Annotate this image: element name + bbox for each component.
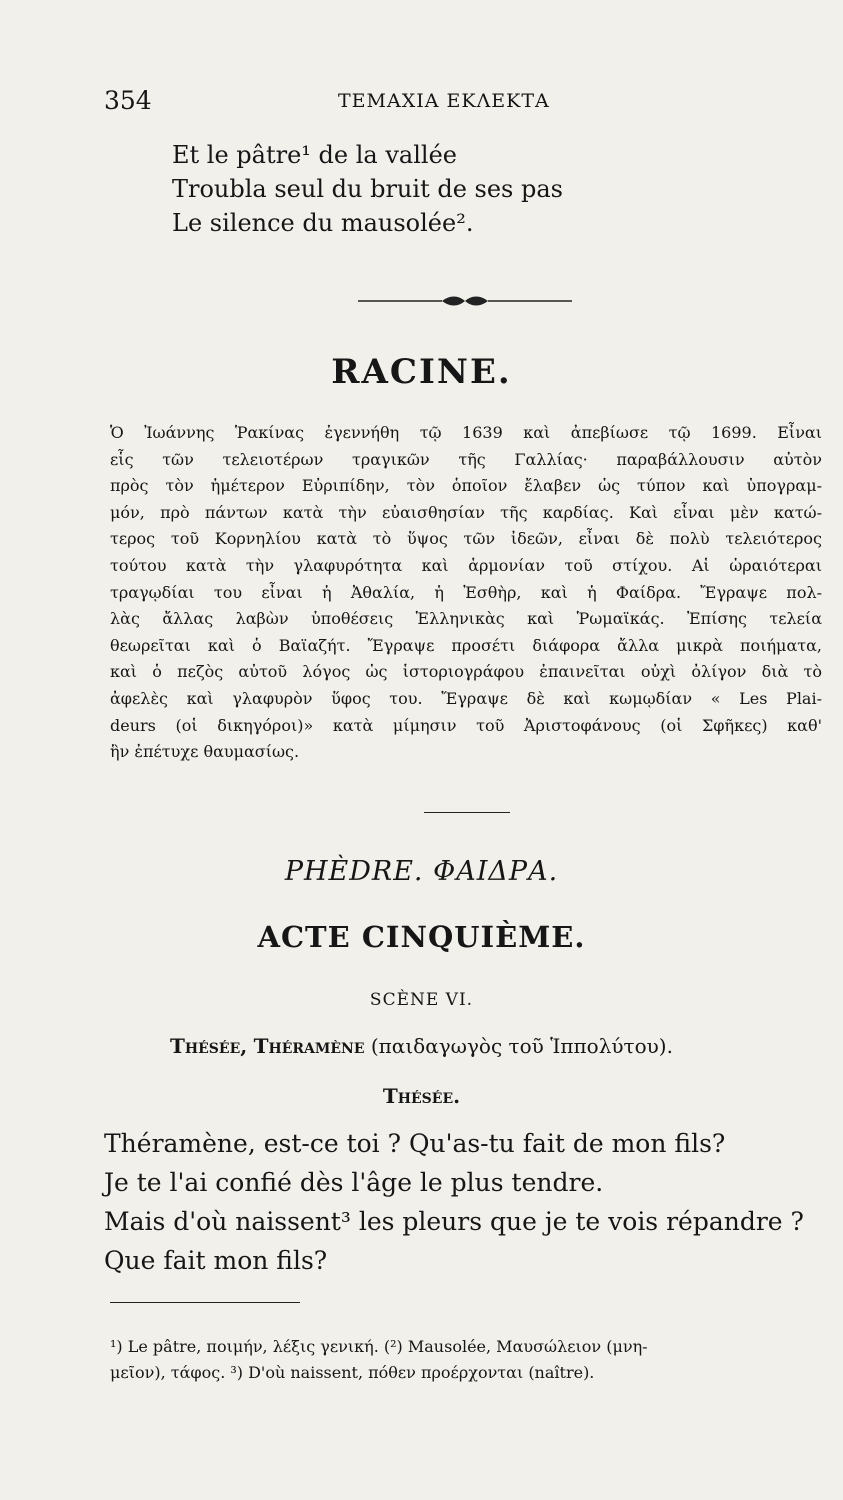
biography-line: τούτου κατὰ τὴν γλαφυρότητα καὶ ἁρμονίαν τοῦ στίχου. Αἱ ὡραιότεραι xyxy=(110,555,822,575)
footnote-line: μεῖον), τάφος. ³) D'où naissent, πόθεν προέρχονται (naître). xyxy=(110,1363,595,1382)
poem-line: Le silence du mausolée². xyxy=(172,209,474,237)
biography-line: θεωρεῖται καὶ ὁ Βαϊαζήτ. Ἔγραψε προσέτι διάφορα ἄλλα μικρὰ ποιήματα, xyxy=(110,635,822,655)
biography-line: πρὸς τὸν ἡμέτερον Εὐριπίδην, τὸν ὁποῖον ἔλαβεν ὡς τύπον καὶ ὑπογραμ- xyxy=(110,476,822,496)
footnotes xyxy=(110,1334,822,1386)
poem-line: Et le pâtre¹ de la vallée xyxy=(172,141,457,169)
page-header xyxy=(104,86,624,118)
speaker-name: Thésée. xyxy=(382,1084,461,1108)
biography-line: λὰς ἄλλας λαβὼν ὑποθέσεις Ἑλληνικὰς καὶ Ῥωμαϊκάς. Ἐπίσης τελεία xyxy=(110,609,822,629)
section-divider xyxy=(424,812,510,813)
character-list xyxy=(0,1034,843,1058)
footnote-line: ¹) Le pâtre, ποιμήν, λέξις γενική. (²) Mausolée, Μαυσώλειον (μνη- xyxy=(110,1337,648,1356)
poem-excerpt xyxy=(172,138,563,240)
character-name: Thésée, xyxy=(170,1034,248,1058)
biography-line: ἀφελὲς καὶ γλαφυρὸν ὕφος του. Ἔγραψε δὲ καὶ κωμῳδίαν « Les Plai- xyxy=(110,688,822,708)
page-number: 354 xyxy=(104,86,152,115)
scene-heading: SCÈNE VI. xyxy=(369,990,474,1010)
play-title: PHÈDRE. ΦΑΙΔΡΑ. xyxy=(284,856,559,887)
biography-line: Ὁ Ἰωάννης Ῥακίνας ἐγεννήθη τῷ 1639 καὶ ἀπεβίωσε τῷ 1699. Εἶναι xyxy=(110,423,822,442)
author-biography xyxy=(110,420,822,766)
biography-line: deurs (οἱ δικηγόροι)» κατὰ μίμησιν τοῦ Ἀριστοφάνους (οἱ Σφῆκες) καθ' xyxy=(110,715,822,735)
dialogue-verse xyxy=(104,1124,824,1280)
biography-line: ἣν ἐπέτυχε θαυμασίως. xyxy=(110,742,300,762)
running-title: ΤΕΜΑΧΙΑ ΕΚΛΕΚΤΑ xyxy=(338,90,550,112)
author-heading: RACINE. xyxy=(331,352,512,392)
verse-line: Mais d'où naissent³ les pleurs que je te vois répandre ? xyxy=(104,1207,804,1236)
biography-line: καὶ ὁ πεζὸς αὐτοῦ λόγος ὡς ἱστοριογράφου ἐπαινεῖται οὐχὶ ὀλίγον διὰ τὸ xyxy=(110,662,822,682)
ornamental-divider xyxy=(358,294,572,308)
biography-line: τερος τοῦ Κορνηλίου κατὰ τὸ ὕψος τῶν ἰδεῶν, εἶναι δὲ πολὺ τελειότερος xyxy=(110,529,822,549)
biography-line: τραγῳδίαι του εἶναι ἡ Ἀθαλία, ἡ Ἐσθὴρ, καὶ ἡ Φαίδρα. Ἔγραψε πολ- xyxy=(110,582,822,602)
verse-line: Je te l'ai confié dès l'âge le plus tendre. xyxy=(104,1168,604,1197)
biography-line: εἷς τῶν τελειοτέρων τραγικῶν τῆς Γαλλίας· παραβάλλουσιν αὐτὸν xyxy=(110,449,822,469)
footnote-divider xyxy=(110,1302,300,1303)
poem-line: Troubla seul du bruit de ses pas xyxy=(172,175,563,203)
verse-line: Que fait mon fils? xyxy=(104,1246,328,1275)
character-note: (παιδαγωγὸς τοῦ Ἱππολύτου). xyxy=(370,1034,673,1058)
character-name: Théramène xyxy=(253,1034,365,1058)
verse-line: Théramène, est-ce toi ? Qu'as-tu fait de mon fils? xyxy=(104,1129,726,1158)
biography-line: μόν, πρὸ πάντων κατὰ τὴν εὐαισθησίαν τῆς καρδίας. Καὶ εἶναι μὲν κατώ- xyxy=(110,502,822,522)
act-heading: ACTE CINQUIÈME. xyxy=(257,920,586,954)
